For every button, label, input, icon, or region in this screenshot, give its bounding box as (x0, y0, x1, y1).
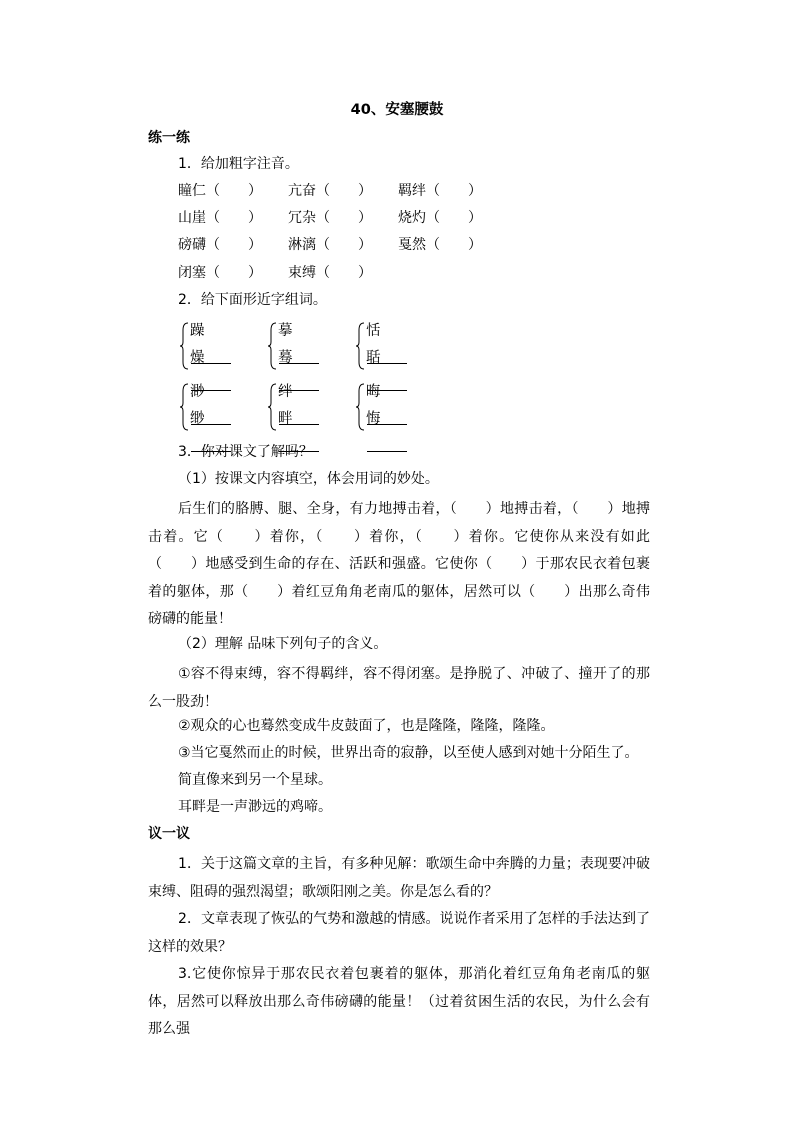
pinyin-item: 淋漓（ ） (288, 237, 372, 253)
question-2-label: 2．给下面形近字组词。 (178, 292, 327, 308)
pinyin-item: 烧灼（ ） (398, 210, 482, 226)
brace-icon (356, 383, 365, 431)
page-title: 40、安塞腰鼓 (350, 102, 444, 118)
pinyin-item: 闭塞（ ） (178, 265, 262, 281)
word-item: 缈 (190, 408, 231, 452)
answer-blank[interactable] (367, 435, 407, 452)
pinyin-item: 羁绊（ ） (398, 183, 482, 199)
brace-icon (268, 383, 277, 431)
word-item: 摹 (278, 320, 319, 364)
word-item: 绊 (278, 381, 319, 425)
sentence-2: ②观众的心也蓦然变成牛皮鼓面了，也是隆隆，隆隆，隆隆。 (178, 718, 555, 734)
word-item: 悔 (366, 408, 407, 452)
brace-icon (180, 383, 189, 431)
pinyin-item: 冗杂（ ） (288, 210, 372, 226)
section-heading-discuss: 议一议 (148, 826, 190, 842)
brace-icon (180, 322, 189, 370)
pinyin-item: 瞳仁（ ） (178, 183, 262, 199)
fill-in-paragraph: 后生们的胳膊、腿、全身，有力地搏击着，（ ）地搏击着，（ ）地搏击着。它（ ）着你，（ ）着你，（ ）着你。它使你从来没有如此（ ）地感受到生命的存在、活跃和强盛。它使你（ ）于那农民衣着包裹着的躯体，那（ ）着红豆角角老南瓜的躯体，居然可以（ ）出那么奇伟磅礴的能量！ (148, 501, 650, 627)
pinyin-item: 山崖（ ） (178, 210, 262, 226)
brace-icon (268, 322, 277, 370)
pinyin-row-2 (178, 208, 498, 228)
brace-icon (356, 322, 365, 370)
pinyin-row-4 (178, 263, 398, 283)
pinyin-row-3 (178, 235, 498, 255)
sentence-3: ③当它戛然而止的时候，世界出奇的寂静，以至使人感到对她十分陌生了。 (178, 745, 639, 761)
discussion-question-3: 3.它使你惊异于那农民衣着包裹着的躯体，那消化着红豆角角老南瓜的躯体，居然可以释放出那么奇伟磅礴的能量！（过着贫困生活的农民，为什么会有那么强 (148, 966, 650, 1037)
sentence-3-cont: 简直像来到另一个星球。 (178, 772, 332, 788)
pinyin-item: 磅礴（ ） (178, 237, 262, 253)
pinyin-item: 戛然（ ） (398, 237, 482, 253)
pinyin-row-1 (178, 181, 498, 201)
question-3-sub1: （1）按课文内容填空，体会用词的妙处。 (178, 471, 439, 487)
pinyin-item: 亢奋（ ） (288, 183, 372, 199)
sentence-1: ①容不得束缚，容不得羁绊，容不得闭塞。是挣脱了、冲破了、撞开了的那么一股劲！ (148, 666, 650, 710)
question-3-sub2: （2）理解 品味下列句子的含义。 (178, 636, 388, 652)
question-3-label: 3．你对课文了解吗？ (178, 444, 313, 460)
word-item: 渺 (190, 381, 231, 425)
word-item: 聒 (366, 347, 407, 391)
discussion-question-2: 2．文章表现了恢弘的气势和激越的情感。说说作者采用了怎样的手法达到了这样的效果？ (148, 911, 650, 955)
word-item: 畔 (278, 408, 319, 452)
word-item: 恬 (366, 320, 407, 364)
word-item: 晦 (366, 381, 407, 425)
question-1-label: 1．给加粗字注音。 (178, 156, 299, 172)
sentence-3-end: 耳畔是一声渺远的鸡啼。 (178, 799, 332, 815)
word-item: 燥 (190, 347, 231, 391)
word-item: 蓦 (278, 347, 319, 391)
pinyin-item: 束缚（ ） (288, 265, 372, 281)
section-heading-practice: 练一练 (148, 130, 190, 146)
discussion-question-1: 1．关于这篇文章的主旨，有多种见解：歌颂生命中奔腾的力量；表现要冲破束缚、阻碍的强烈渴望；歌颂阳刚之美。你是怎么看的？ (148, 856, 650, 900)
word-item: 躁 (190, 320, 231, 364)
